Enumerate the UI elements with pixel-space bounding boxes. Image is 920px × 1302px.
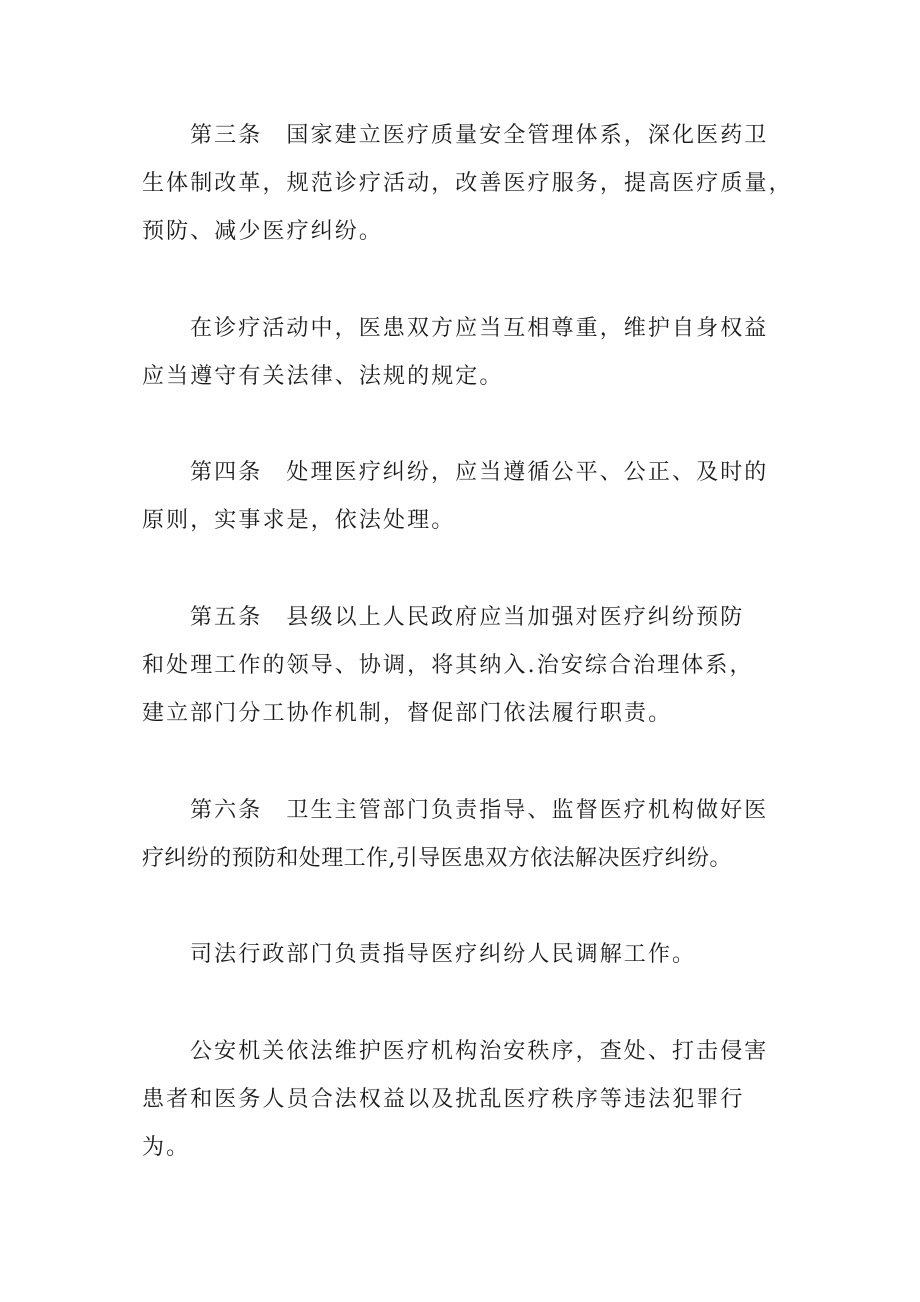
paragraph-respect-line-1: 在诊疗活动中，医患双方应当互相尊重，维护自身权益 (190, 316, 769, 341)
article-5-line-3: 建立部门分工协作机制，督促部门依法履行职责。 (142, 701, 673, 726)
article-3-line-1: 第三条 国家建立医疗质量安全管理体系，深化医药卫 (190, 123, 769, 148)
paragraph-police-line-3: 为。 (142, 1135, 191, 1160)
article-4-line-1: 第四条 处理医疗纠纷，应当遵循公平、公正、及时的 (190, 460, 769, 485)
paragraph-respect-line-2: 应当遵守有关法律、法规的规定。 (142, 364, 504, 389)
article-6-line-1: 第六条 卫生主管部门负责指导、监督医疗机构做好医 (190, 798, 769, 823)
article-4-line-2: 原则，实事求是，依法处理。 (142, 508, 456, 533)
paragraph-police-line-1: 公安机关依法维护医疗机构治安秩序，查处、打击侵害 (190, 1039, 769, 1064)
article-5-line-1: 第五条 县级以上人民政府应当加强对医疗纠纷预防 (190, 605, 745, 630)
article-5-line-2: 和处理工作的领导、协调，将其纳入.治安综合治理体系， (142, 653, 754, 678)
article-6-line-2: 疗纠纷的预防和处理工作,引导医患双方依法解决医疗纠纷。 (142, 846, 732, 871)
article-3-line-3: 预防、减少医疗纠纷。 (142, 219, 384, 244)
article-3-line-2: 生体制改革，规范诊疗活动，改善医疗服务，提高医疗质量， (142, 171, 793, 196)
paragraph-police-line-2: 患者和医务人员合法权益以及扰乱医疗秩序等违法犯罪行 (142, 1087, 745, 1112)
paragraph-judicial-line-1: 司法行政部门负责指导医疗纠纷人民调解工作。 (190, 942, 697, 967)
